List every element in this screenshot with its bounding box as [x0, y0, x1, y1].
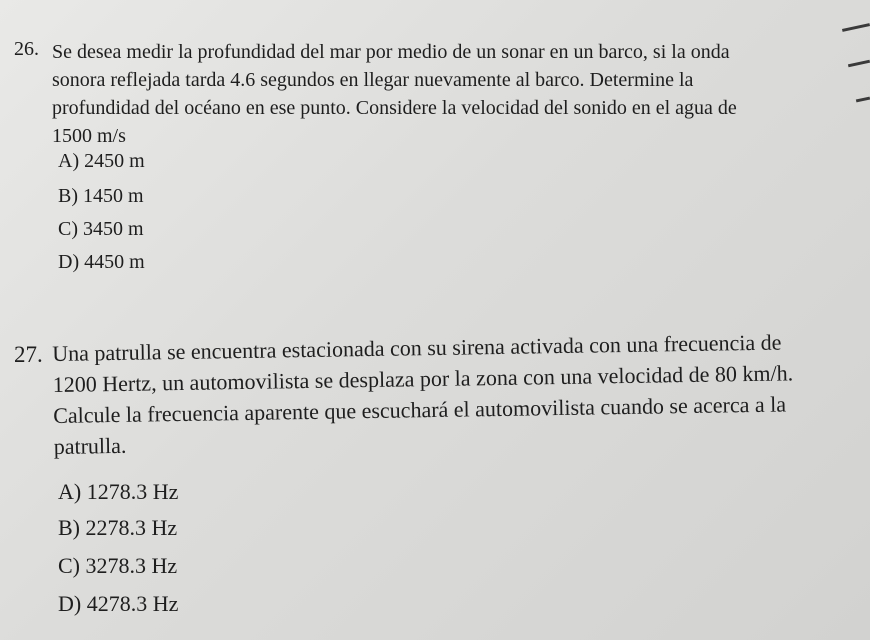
option-d[interactable]: D) 4278.3 Hz [58, 591, 179, 616]
option-c[interactable]: C) 3450 m [58, 218, 144, 240]
question-text: Se desea medir la profundidad del mar por medio de un sonar en un barco, si la onda sonora reflejada tarda 4.6 segundos en llegar nuevamente al barco. Determine la profundidad del océano en ese punto. Considere la velocidad del sonido en el agua de 1500 m/s [52, 41, 737, 147]
margin-mark [856, 97, 870, 103]
option-a[interactable]: A) 2450 m [58, 150, 145, 172]
option-a[interactable]: A) 1278.3 Hz [58, 479, 179, 504]
question-number: 27. [14, 342, 43, 367]
margin-mark [842, 23, 870, 32]
margin-mark [848, 60, 870, 68]
question-number: 26. [14, 38, 39, 60]
option-c[interactable]: C) 3278.3 Hz [58, 553, 178, 578]
option-d[interactable]: D) 4450 m [58, 251, 145, 273]
option-b[interactable]: B) 2278.3 Hz [58, 515, 178, 540]
question-text: Una patrulla se encuentra estacionada con su sirena activada con una frecuencia de 1200 Hertz, un automovilista se desplaza por la zona con una velocidad de 80 km/h. Calcule la frecuencia aparente que escuchará el automovilista cuando se acerca a la patrulla. [52, 329, 794, 459]
option-b[interactable]: B) 1450 m [58, 185, 144, 207]
